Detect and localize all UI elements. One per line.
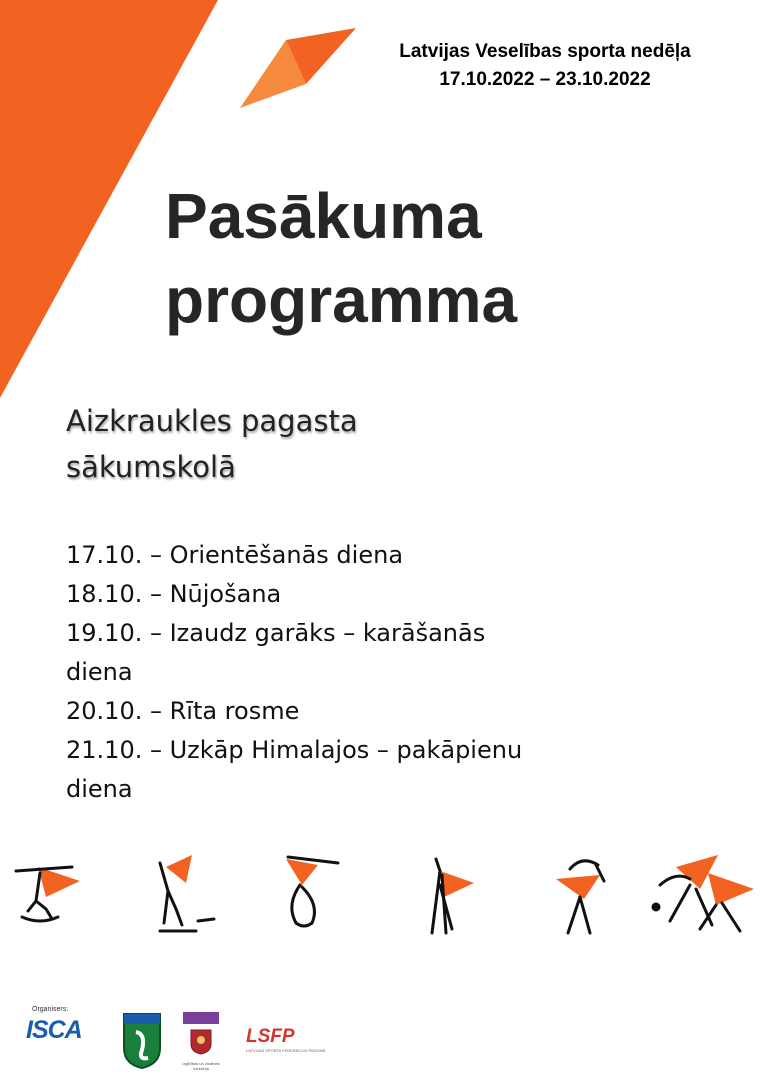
page-title (165, 174, 517, 342)
organisers-label: Organisers: (32, 1006, 69, 1013)
page-title-line-1: Pasākuma (165, 180, 482, 252)
skateboard-figure-icon (160, 855, 214, 931)
ministry-caption: Izglītības un zinātnes ministrija (182, 1061, 220, 1071)
event-header (330, 38, 760, 94)
page-title-line-2: programma (165, 264, 518, 336)
venue-heading (66, 398, 358, 490)
ministry-crest-icon (181, 1010, 221, 1060)
stretch-figure-icon (556, 861, 604, 933)
event-dates: 17.10.2022 – 23.10.2022 (439, 69, 651, 90)
schedule-item: 20.10. – Rīta rosme (66, 697, 300, 725)
sport-figures-illustration (0, 845, 768, 945)
schedule-item: 21.10. – Uzkāp Himalajos – pakāpienu diena (66, 736, 523, 803)
schedule-list (66, 536, 536, 809)
schedule-item: 19.10. – Izaudz garāks – karāšanās diena (66, 619, 486, 686)
lsfp-logo: LSFP (246, 1026, 295, 1047)
schedule-item: 18.10. – Nūjošana (66, 580, 282, 608)
schedule-item: 17.10. – Orientēšanās diena (66, 541, 404, 569)
venue-line-1: Aizkraukles pagasta (66, 404, 358, 438)
organisers-logos (26, 1006, 346, 1076)
event-name: Latvijas Veselības sporta nedēļa (399, 41, 691, 62)
ball-players-figure-icon (653, 855, 754, 931)
isca-logo: ISCA (26, 1016, 82, 1044)
lisa-shield-icon (122, 1010, 162, 1070)
walker-figure-icon (432, 859, 474, 933)
skater-figure-icon (16, 867, 80, 921)
runner-figure-icon (286, 857, 338, 926)
venue-line-2: sākumskolā (66, 450, 236, 484)
lsfp-caption: LATVIJAS SPORTA FEDERĀCIJU PADOME (246, 1048, 326, 1053)
